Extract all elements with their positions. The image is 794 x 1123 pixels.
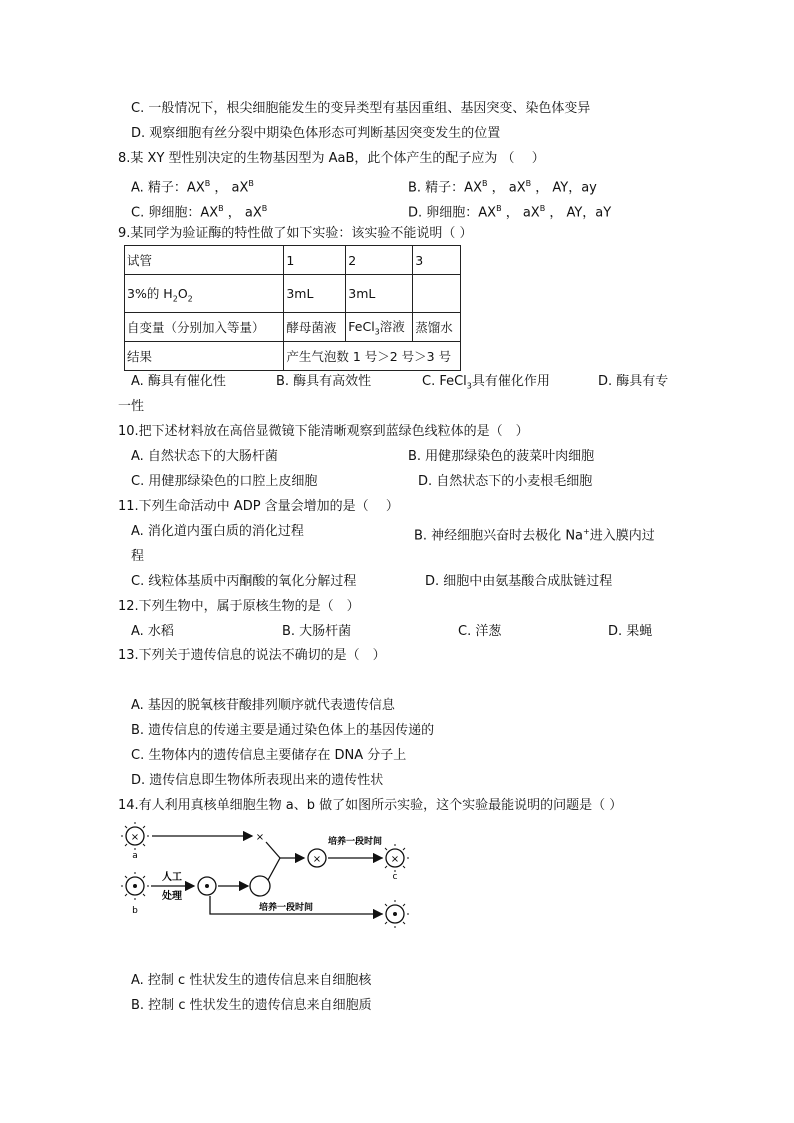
table-cell: 自变量（分别加入等量） — [125, 313, 284, 342]
table-cell: 酵母菌液 — [284, 313, 346, 342]
cell-c — [381, 844, 409, 872]
q8-option-c: C. 卵细胞：$AX^B$ ， $aX^B$ — [131, 204, 268, 221]
q9-option-a: A. 酶具有催化性 — [131, 374, 226, 389]
question-11: 11.下列生命活动中 ADP 含量会增加的是（ ） — [118, 499, 399, 514]
q9-option-b: B. 酶具有高效性 — [276, 374, 372, 389]
question-12: 12.下列生物中，属于原核生物的是（ ） — [118, 599, 360, 614]
table-cell: 产生气泡数 1 号＞2 号＞3 号 — [284, 342, 461, 371]
merge-line — [268, 858, 280, 880]
table-cell: 蒸馏水 — [413, 313, 461, 342]
q13-option-d: D. 遗传信息即生物体所表现出来的遗传性状 — [131, 773, 384, 788]
q14-option-a: A. 控制 c 性状发生的遗传信息来自细胞核 — [131, 973, 372, 988]
q13-option-a: A. 基因的脱氧核苷酸排列顺序就代表遗传信息 — [131, 698, 395, 713]
q9-option-d: D. 酶具有专 — [598, 374, 669, 389]
q8-option-d: D. 卵细胞：$AX^B$ ， $aX^B$ ， AY，aY — [408, 204, 612, 221]
label-b: b — [132, 906, 138, 916]
question-9: 9.某同学为验证酶的特性做了如下实验：该实验不能说明（ ） — [118, 226, 473, 241]
combined-cell — [308, 849, 326, 867]
nucleus-cell — [198, 877, 216, 895]
q13-option-b: B. 遗传信息的传递主要是通过染色体上的基因传递的 — [131, 723, 435, 738]
q11-option-b: B. 神经细胞兴奋时去极化 Na+进入膜内过 — [414, 527, 655, 544]
culture-label-top: 培养一段时间 — [327, 837, 383, 847]
result-cell — [381, 900, 409, 928]
question-14: 14.有人利用真核单细胞生物 a、b 做了如图所示实验，这个实验最能说明的问题是（ ） — [118, 798, 623, 813]
nucleus-x-label: × — [255, 832, 265, 843]
q8-option-b: B. 精子：$AX^B$ ， $aX^B$ ， AY，ay — [408, 179, 597, 196]
table-cell: 1 — [284, 246, 346, 275]
q12-option-c: C. 洋葱 — [458, 624, 502, 639]
q14-option-b: B. 控制 c 性状发生的遗传信息来自细胞质 — [131, 998, 372, 1013]
culture-label-bottom: 培养一段时间 — [258, 903, 314, 913]
q11-option-c: C. 线粒体基质中丙酮酸的氧化分解过程 — [131, 574, 357, 589]
q9-option-c: C. FeCl$_3$具有催化作用 — [422, 374, 550, 391]
q10-option-d: D. 自然状态下的小麦根毛细胞 — [418, 474, 593, 489]
experiment-table — [124, 245, 461, 371]
q11-option-a: A. 消化道内蛋白质的消化过程 — [131, 524, 304, 539]
table-row — [125, 342, 461, 371]
q10-option-c: C. 用健那绿染色的口腔上皮细胞 — [131, 474, 318, 489]
enucleated-cell — [250, 876, 270, 896]
q13-option-c: C. 生物体内的遗传信息主要储存在 DNA 分子上 — [131, 748, 407, 763]
table-cell: 3mL — [284, 275, 346, 313]
table-cell: FeCl$_3$溶液 — [346, 313, 413, 342]
table-cell: 2 — [346, 246, 413, 275]
table-cell: 3 — [413, 246, 461, 275]
table-cell — [413, 275, 461, 313]
svg-text:×: × — [312, 854, 322, 865]
svg-text:×: × — [130, 832, 140, 843]
label-a: a — [132, 851, 138, 861]
q12-option-d: D. 果蝇 — [608, 624, 653, 639]
q11-option-b-continuation: 程 — [131, 549, 145, 564]
q11-option-d: D. 细胞中由氨基酸合成肽链过程 — [425, 574, 613, 589]
option-d-text: D. 观察细胞有丝分裂中期染色体形态可判断基因突变发生的位置 — [131, 126, 501, 141]
q12-option-a: A. 水稻 — [131, 624, 174, 639]
cell-experiment-diagram — [118, 822, 418, 934]
table-cell: 3mL — [346, 275, 413, 313]
table-row — [125, 313, 461, 342]
q8-option-a: A. 精子：$AX^B$ ， $aX^B$ — [131, 179, 254, 196]
option-c-text: C. 一般情况下，根尖细胞能发生的变异类型有基因重组、基因突变、染色体变异 — [131, 101, 591, 116]
cell-a — [121, 822, 149, 850]
table-row — [125, 246, 461, 275]
q12-option-b: B. 大肠杆菌 — [282, 624, 352, 639]
cell-b — [121, 872, 149, 900]
artificial-label: 人工 — [162, 872, 182, 883]
q10-option-b: B. 用健那绿染色的菠菜叶肉细胞 — [408, 449, 595, 464]
treatment-label: 处理 — [162, 891, 182, 902]
table-cell: 试管 — [125, 246, 284, 275]
table-cell: 3%的 $H_2O_2$ — [125, 275, 284, 313]
question-10: 10.把下述材料放在高倍显微镜下能清晰观察到蓝绿色线粒体的是（ ） — [118, 424, 529, 439]
question-13: 13.下列关于遗传信息的说法不确切的是（ ） — [118, 648, 386, 663]
table-row — [125, 275, 461, 313]
question-8: 8.某 XY 型性别决定的生物基因型为 AaB，此个体产生的配子应为 （ ） — [118, 151, 545, 166]
q10-option-a: A. 自然状态下的大肠杆菌 — [131, 449, 278, 464]
svg-text:×: × — [390, 854, 400, 865]
q9-option-d-continuation: 一性 — [118, 399, 145, 414]
table-cell: 结果 — [125, 342, 284, 371]
label-c: c — [392, 872, 398, 882]
merge-line — [266, 842, 280, 858]
